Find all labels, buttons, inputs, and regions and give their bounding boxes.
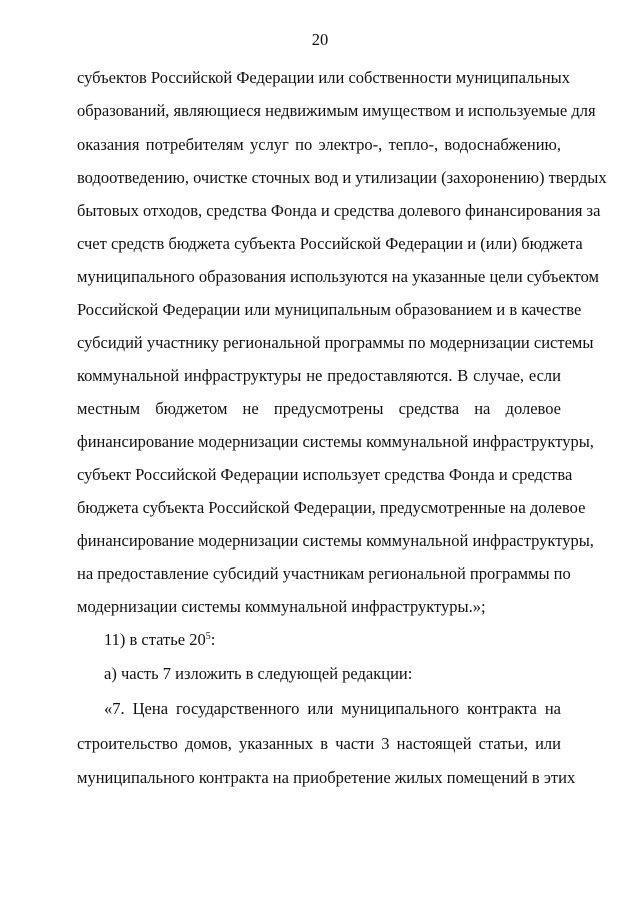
item-11-colon: :	[210, 630, 216, 649]
text-line: образований, являющиеся недвижимым имуществом и используемые для	[77, 101, 596, 120]
text-line: водоотведению, очистке сточных вод и утилизации (захоронению) твердых	[77, 168, 607, 187]
quote-line: строительство домов, указанных в части 3 настоящей статьи, или	[77, 734, 561, 753]
text-line: финансирование модернизации системы коммунальной инфраструктуры,	[77, 531, 594, 550]
quote-line: муниципального контракта на приобретение жилых помещений в этих	[77, 768, 576, 787]
text-line: на предоставление субсидий участникам региональной программы по	[77, 564, 571, 583]
text-line: модернизации системы коммунальной инфраструктуры.»;	[77, 597, 486, 616]
item-11-superscript: 5	[205, 631, 211, 642]
text-line: счет средств бюджета субъекта Российской Федерации и (или) бюджета	[77, 234, 583, 253]
item-11-text: 11) в статье 20	[104, 630, 206, 649]
text-line: субсидий участнику региональной программы по модернизации системы	[77, 333, 594, 352]
text-line: оказания потребителям услуг по электро-, тепло-, водоснабжению,	[77, 135, 561, 154]
text-line: Российской Федерации или муниципальным образованием и в качестве	[77, 300, 582, 319]
item-11-line	[104, 629, 561, 651]
text-line: бюджета субъекта Российской Федерации, предусмотренные на долевое	[77, 498, 586, 517]
text-line: коммунальной инфраструктуры не предоставляются. В случае, если	[77, 366, 561, 385]
page-number: 20	[311, 30, 329, 49]
text-line: бытовых отходов, средства Фонда и средства долевого финансирования за	[77, 201, 601, 220]
quote-line: «7. Цена государственного или муниципального контракта на	[104, 699, 561, 718]
text-line: местным бюджетом не предусмотрены средства на долевое	[77, 399, 561, 418]
text-line: финансирование модернизации системы коммунальной инфраструктуры,	[77, 432, 594, 451]
item-a-line: а) часть 7 изложить в следующей редакции:	[104, 664, 413, 683]
text-line: субъектов Российской Федерации или собственности муниципальных	[77, 68, 571, 87]
text-line: муниципального образования используются на указанные цели субъектом	[77, 267, 599, 286]
text-line: субъект Российской Федерации использует средства Фонда и средства	[77, 465, 573, 484]
